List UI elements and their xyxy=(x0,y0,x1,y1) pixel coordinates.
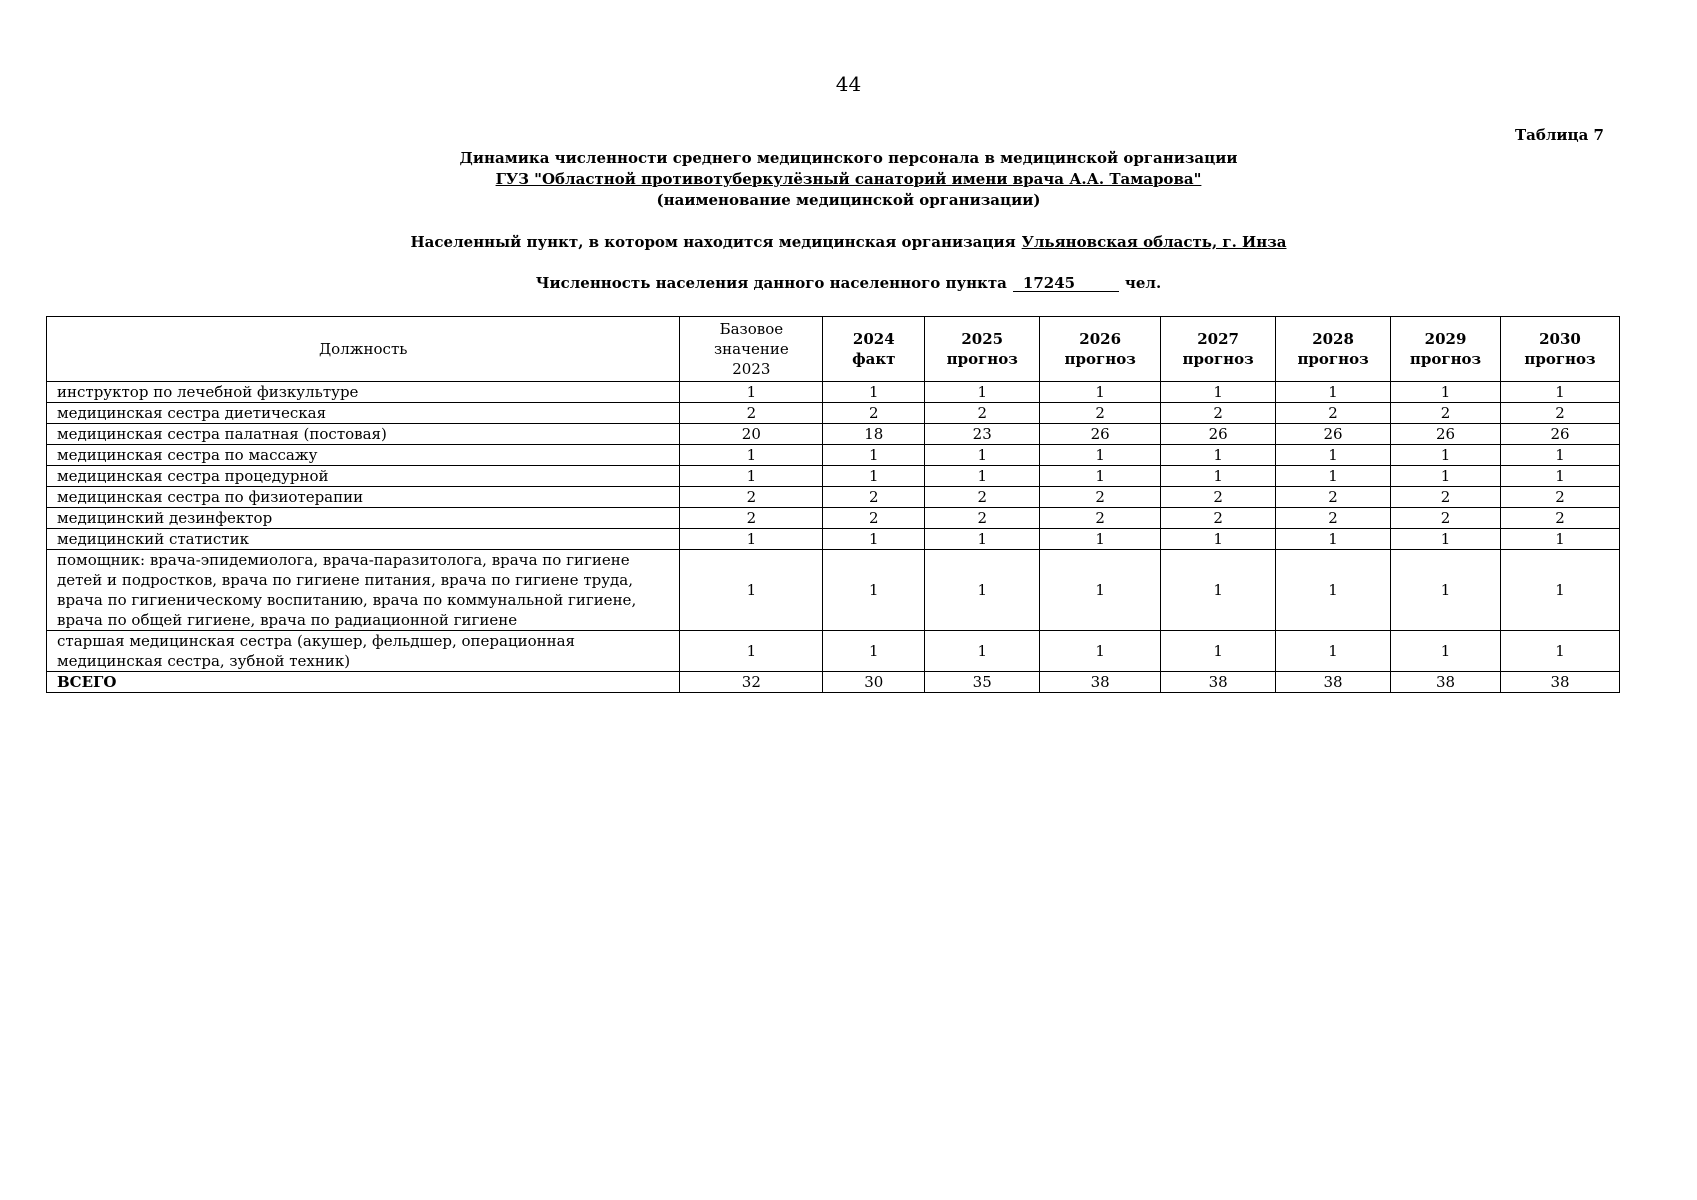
header-2030: 2030 прогноз xyxy=(1501,317,1620,382)
header-2025: 2025 прогноз xyxy=(925,317,1040,382)
row-name: медицинская сестра палатная (постовая) xyxy=(47,424,680,445)
cell-2029: 1 xyxy=(1391,529,1501,550)
header-base: Базовое значение 2023 xyxy=(680,317,823,382)
row-name: помощник: врача-эпидемиолога, врача-паразитолога, врача по гигиене детей и подростков, врача по гигиене питания, врача по гигиене труда, врача по гигиеническому воспитанию, врача по коммунальной гигиене, врача по общей гигиене, врача по радиационной гигиене xyxy=(47,550,680,631)
cell-2029: 1 xyxy=(1391,382,1501,403)
cell-2027: 1 xyxy=(1161,529,1276,550)
cell-base: 20 xyxy=(680,424,823,445)
cell-2026: 26 xyxy=(1040,424,1161,445)
cell-2028: 1 xyxy=(1276,382,1391,403)
row-name: старшая медицинская сестра (акушер, фельдшер, операционная медицинская сестра, зубной техник) xyxy=(47,631,680,672)
header-2029: 2029 прогноз xyxy=(1391,317,1501,382)
cell-2029: 1 xyxy=(1391,631,1501,672)
cell-2025: 1 xyxy=(925,631,1040,672)
total-2027: 38 xyxy=(1161,672,1276,693)
header-2026: 2026 прогноз xyxy=(1040,317,1161,382)
cell-2028: 2 xyxy=(1276,508,1391,529)
row-name: медицинский статистик xyxy=(47,529,680,550)
cell-2030: 2 xyxy=(1501,403,1620,424)
row-name: инструктор по лечебной физкультуре xyxy=(47,382,680,403)
cell-base: 1 xyxy=(680,382,823,403)
cell-2030: 1 xyxy=(1501,631,1620,672)
cell-2028: 1 xyxy=(1276,445,1391,466)
cell-2024: 1 xyxy=(823,445,925,466)
cell-2025: 1 xyxy=(925,550,1040,631)
table-row xyxy=(47,487,1620,508)
cell-2026: 1 xyxy=(1040,382,1161,403)
cell-2030: 26 xyxy=(1501,424,1620,445)
cell-2029: 1 xyxy=(1391,445,1501,466)
cell-2026: 1 xyxy=(1040,445,1161,466)
cell-2027: 2 xyxy=(1161,487,1276,508)
locality-value: Ульяновская область, г. Инза xyxy=(1021,233,1287,251)
cell-2029: 1 xyxy=(1391,550,1501,631)
cell-2025: 1 xyxy=(925,466,1040,487)
cell-2025: 2 xyxy=(925,508,1040,529)
title-line: Динамика численности среднего медицинского персонала в медицинской организации xyxy=(459,149,1238,167)
table-row xyxy=(47,529,1620,550)
cell-2025: 1 xyxy=(925,445,1040,466)
cell-2027: 1 xyxy=(1161,445,1276,466)
cell-2030: 1 xyxy=(1501,466,1620,487)
cell-2028: 2 xyxy=(1276,487,1391,508)
cell-2029: 26 xyxy=(1391,424,1501,445)
cell-2025: 2 xyxy=(925,403,1040,424)
cell-base: 2 xyxy=(680,487,823,508)
organization-name: ГУЗ "Областной противотуберкулёзный санаторий имени врача А.А. Тамарова" xyxy=(495,170,1202,188)
cell-base: 2 xyxy=(680,508,823,529)
cell-2028: 1 xyxy=(1276,529,1391,550)
header-2024: 2024 факт xyxy=(823,317,925,382)
cell-2027: 26 xyxy=(1161,424,1276,445)
total-row xyxy=(47,672,1620,693)
cell-2029: 2 xyxy=(1391,487,1501,508)
table-row xyxy=(47,550,1620,631)
cell-2025: 1 xyxy=(925,382,1040,403)
cell-2024: 1 xyxy=(823,631,925,672)
row-name: медицинская сестра по физиотерапии xyxy=(47,487,680,508)
cell-2030: 1 xyxy=(1501,550,1620,631)
cell-2024: 1 xyxy=(823,550,925,631)
cell-2028: 1 xyxy=(1276,466,1391,487)
cell-2028: 1 xyxy=(1276,631,1391,672)
cell-2026: 2 xyxy=(1040,403,1161,424)
cell-2029: 2 xyxy=(1391,403,1501,424)
header-position: Должность xyxy=(47,317,680,382)
document-title xyxy=(0,148,1697,211)
cell-2026: 1 xyxy=(1040,550,1161,631)
cell-2027: 1 xyxy=(1161,382,1276,403)
cell-2028: 1 xyxy=(1276,550,1391,631)
cell-2026: 2 xyxy=(1040,487,1161,508)
cell-2030: 2 xyxy=(1501,508,1620,529)
locality-label: Населенный пункт, в котором находится медицинская организация xyxy=(410,233,1016,251)
cell-2026: 2 xyxy=(1040,508,1161,529)
cell-2026: 1 xyxy=(1040,631,1161,672)
cell-2024: 1 xyxy=(823,382,925,403)
total-2025: 35 xyxy=(925,672,1040,693)
total-base: 32 xyxy=(680,672,823,693)
cell-2025: 2 xyxy=(925,487,1040,508)
cell-2025: 23 xyxy=(925,424,1040,445)
row-name: медицинская сестра процедурной xyxy=(47,466,680,487)
cell-2030: 1 xyxy=(1501,445,1620,466)
population-unit: чел. xyxy=(1124,274,1162,292)
table-header-row xyxy=(47,317,1620,382)
population-label: Численность населения данного населенного пункта xyxy=(535,274,1007,292)
total-label: ВСЕГО xyxy=(47,672,680,693)
header-2028: 2028 прогноз xyxy=(1276,317,1391,382)
table-row xyxy=(47,445,1620,466)
cell-2029: 2 xyxy=(1391,508,1501,529)
cell-2027: 1 xyxy=(1161,631,1276,672)
cell-2024: 2 xyxy=(823,487,925,508)
cell-2027: 1 xyxy=(1161,466,1276,487)
cell-2024: 2 xyxy=(823,403,925,424)
cell-2024: 1 xyxy=(823,466,925,487)
table-row xyxy=(47,382,1620,403)
cell-2030: 2 xyxy=(1501,487,1620,508)
staff-table xyxy=(46,316,1620,693)
population-value: 17245 xyxy=(1013,275,1119,292)
table-row xyxy=(47,424,1620,445)
cell-2027: 1 xyxy=(1161,550,1276,631)
cell-2027: 2 xyxy=(1161,403,1276,424)
row-name: медицинская сестра по массажу xyxy=(47,445,680,466)
cell-2029: 1 xyxy=(1391,466,1501,487)
cell-2028: 2 xyxy=(1276,403,1391,424)
population-line xyxy=(0,274,1697,292)
total-2029: 38 xyxy=(1391,672,1501,693)
locality-line xyxy=(0,233,1697,251)
total-2028: 38 xyxy=(1276,672,1391,693)
table-row xyxy=(47,403,1620,424)
table-row xyxy=(47,631,1620,672)
cell-2028: 26 xyxy=(1276,424,1391,445)
table-row xyxy=(47,466,1620,487)
organization-caption: (наименование медицинской организации) xyxy=(656,191,1041,209)
table-label: Таблица 7 xyxy=(1514,126,1604,144)
row-name: медицинская сестра диетическая xyxy=(47,403,680,424)
total-2024: 30 xyxy=(823,672,925,693)
header-2027: 2027 прогноз xyxy=(1161,317,1276,382)
total-2030: 38 xyxy=(1501,672,1620,693)
table-row xyxy=(47,508,1620,529)
cell-2025: 1 xyxy=(925,529,1040,550)
cell-base: 1 xyxy=(680,445,823,466)
row-name: медицинский дезинфектор xyxy=(47,508,680,529)
cell-base: 1 xyxy=(680,466,823,487)
total-2026: 38 xyxy=(1040,672,1161,693)
cell-2030: 1 xyxy=(1501,382,1620,403)
cell-2024: 18 xyxy=(823,424,925,445)
cell-2030: 1 xyxy=(1501,529,1620,550)
cell-base: 1 xyxy=(680,529,823,550)
cell-2026: 1 xyxy=(1040,466,1161,487)
page-number: 44 xyxy=(835,72,862,96)
cell-2024: 1 xyxy=(823,529,925,550)
cell-2024: 2 xyxy=(823,508,925,529)
cell-base: 1 xyxy=(680,631,823,672)
cell-base: 2 xyxy=(680,403,823,424)
cell-base: 1 xyxy=(680,550,823,631)
cell-2026: 1 xyxy=(1040,529,1161,550)
cell-2027: 2 xyxy=(1161,508,1276,529)
